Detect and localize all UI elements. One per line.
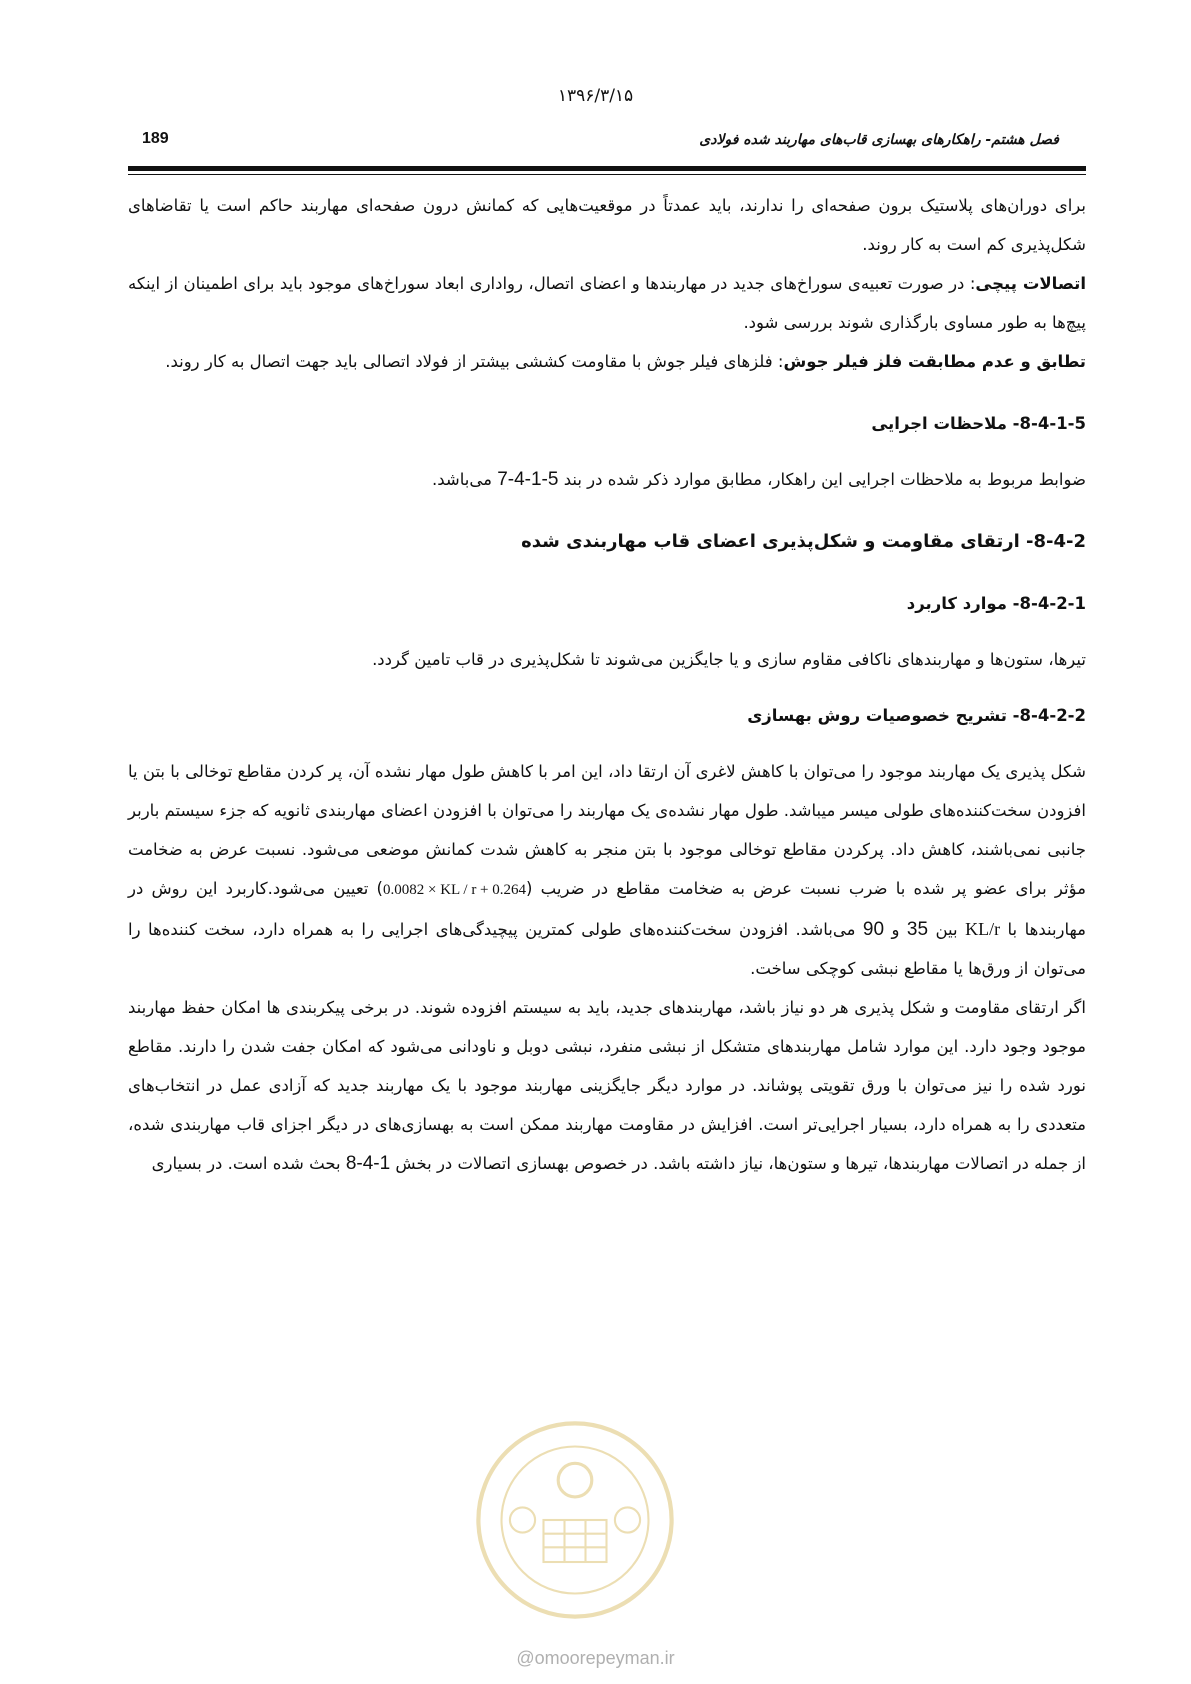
- term-weld-filler: تطابق و عدم مطابقت فلز فیلر جوش: [783, 352, 1086, 371]
- reference-7-4-1-5: 7-4-1-5: [497, 469, 559, 490]
- header-rule-thick: [128, 166, 1086, 171]
- paragraph-strength-improvement: [128, 988, 1086, 1183]
- term-bolted-connections: اتصالات پیچی: [975, 274, 1086, 293]
- heading-8-4-2-2: 8-4-2-2- تشریح خصوصیات روش بهسازی: [747, 706, 1086, 725]
- paragraph-bolted-connections: [128, 264, 1086, 342]
- heading-8-4-2-1: 8-4-2-1- موارد کاربرد: [906, 594, 1086, 613]
- bolted-connections-text: : در صورت تعبیه‌ی سوراخ‌های جدید در مهاربندها و اعضای اتصال، رواداری ابعاد سوراخ‌های موجود باید برای اطمینان از اینکه پیچ‌ها به طور مساوی بارگذاری شوند بررسی شود.: [128, 274, 1086, 332]
- seal-watermark-icon: [470, 1415, 680, 1625]
- ductility-text-a: شکل پذیری یک مهاربند موجود را می‌توان با کاهش لاغری آن ارتقا داد، این امر با کاهش طول مهار نشده آن، پر کردن مقاطع توخالی با بتن یا افزودن سخت‌کننده‌های طولی میسر میباشد. طول مهار نشده‌ی یک مهاربند را می‌توان با افزودن اعضای مهاربندی ثانویه که جزء سیستم باربر جانبی نمی‌باشند، کاهش داد. پرکردن مقاطع توخالی موجود با بتن منجر به کاهش شدت کمانش موضعی می‌شود. نسبت عرض به ضخامت مؤثر برای عضو پر شده با ضرب نسبت عرض به ضخامت مقاطع در ضریب (: [128, 762, 1086, 898]
- slenderness-upper-bound: 90: [862, 919, 885, 940]
- paragraph-weld-filler: [128, 342, 1086, 381]
- weld-filler-text: : فلزهای فیلر جوش با مقاومت کششی بیشتر از فولاد اتصالی باید جهت اتصال به کار روند.: [165, 352, 784, 371]
- strength-text-b: بحث شده است. در بسیاری: [151, 1154, 346, 1173]
- heading-8-4-2: 8-4-2- ارتقای مقاومت و شکل‌پذیری اعضای قاب مهاربندی شده: [521, 531, 1086, 552]
- paragraph-applications: تیرها، ستون‌ها و مهاربندهای ناکافی مقاوم سازی و یا جایگزین می‌شوند تا شکل‌پذیری در قاب تامین گردد.: [372, 650, 1086, 669]
- slenderness-symbol: KL/r: [965, 919, 1001, 939]
- paragraph-execution-notes: [128, 460, 1086, 499]
- slenderness-lower-bound: 35: [906, 919, 929, 940]
- chapter-header-title: فصل هشتم- راهکارهای بهسازی قاب‌های مهاربند شده فولادی: [699, 132, 1059, 148]
- execution-notes-text-b: می‌باشد.: [432, 470, 498, 489]
- heading-8-4-1-5: 8-4-1-5- ملاحظات اجرایی: [871, 414, 1086, 433]
- paragraph-ductility-improvement: [128, 752, 1086, 988]
- strength-text-a: اگر ارتقای مقاومت و شکل پذیری هر دو نیاز باشد، مهاربندهای جدید، باید به سیستم افزوده شوند. در برخی پیکربندی ها امکان حفظ مهاربند موجود وجود دارد. این موارد شامل مهاربندهای متشکل از نبشی منفرد، نبشی دوبل و ناودانی می‌شود که امکان جفت شدن را دارند. مقاطع نورد شده را نیز می‌توان با ورق تقویتی پوشاند. در موارد دیگر جایگزینی مهاربند موجود با یک مهاربند جدید که آزادی عمل در انتخاب‌های متعددی را به همراه دارد، بسیار اجرایی‌تر است. افزایش در مقاومت مهاربند ممکن است به بهسازی‌های در دیگر اجزای قاب مهاربندی شده، از جمله در اتصالات مهاربندها، تیرها و ستون‌ها، نیاز داشته باشد. در خصوص بهسازی اتصالات در بخش: [128, 998, 1086, 1173]
- top-date: ۱۳۹۶/۳/۱۵: [557, 86, 634, 106]
- header-rule-thin: [128, 174, 1086, 175]
- page-number: 189: [142, 130, 169, 147]
- ductility-text-e: می‌باشد. افزودن سخت‌کننده‌های طولی کمترین پیچیدگی‌های اجرایی را به همراه دارد، سخت کننده‌ها را می‌توان از ورق‌ها یا مقاطع نبشی کوچکی ساخت.: [128, 920, 1086, 978]
- ductility-text-c: بین: [928, 920, 966, 939]
- page-body: [128, 186, 1086, 1183]
- ductility-text-d: و: [884, 920, 907, 939]
- site-watermark: @omoorepeyman.ir: [516, 1648, 675, 1668]
- ductility-text-b: ) تعیین می‌شود.کاربرد این روش در مهاربندها با: [128, 879, 1086, 939]
- width-thickness-formula: 0.0082 × KL / r + 0.264: [383, 882, 527, 898]
- paragraph-dorane-plastic: برای دوران‌های پلاستیک برون صفحه‌ای را ندارند، باید عمدتاً در موقعیت‌هایی که کمانش درون صفحه‌ای مهاربند حاکم است یا تقاضاهای شکل‌پذیری کم است به کار روند.: [128, 196, 1086, 254]
- reference-8-4-1: 8-4-1: [345, 1153, 391, 1174]
- execution-notes-text-a: ضوابط مربوط به ملاحظات اجرایی این راهکار، مطابق موارد ذکر شده در بند: [558, 470, 1086, 489]
